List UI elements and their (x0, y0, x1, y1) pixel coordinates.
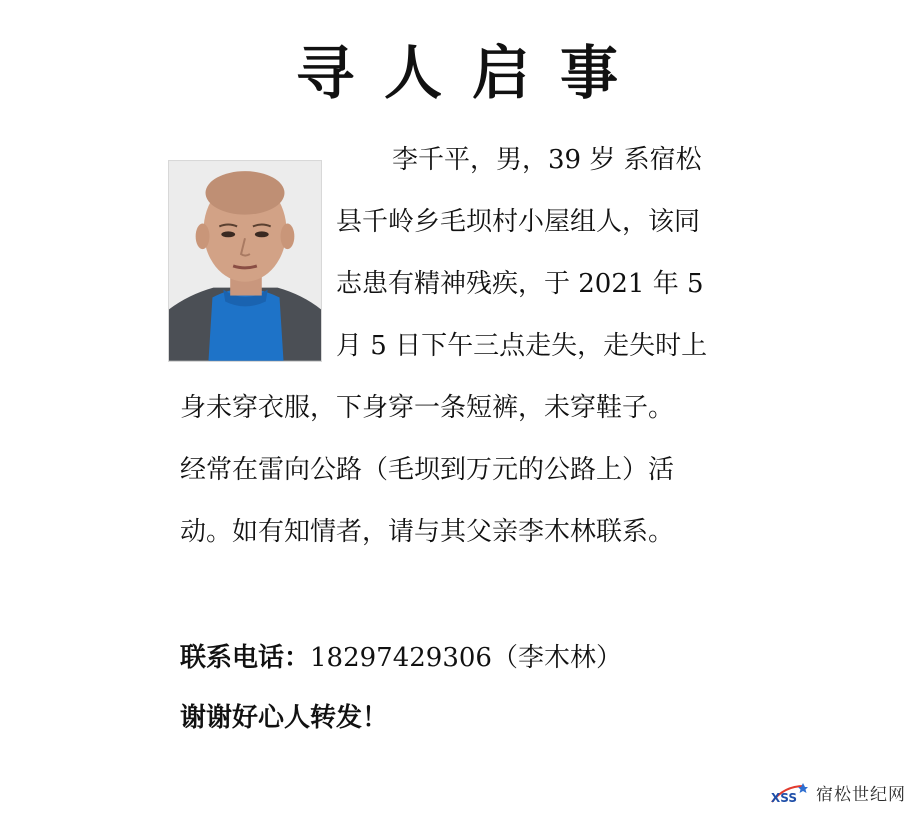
body-line-4: 月 5 日下午三点走失，走失时上 (336, 331, 708, 361)
thanks-text: 谢谢好心人转发！ (180, 703, 389, 733)
site-watermark (770, 780, 906, 805)
body-line-2: 县千岭乡毛坝村小屋组人，该同 (336, 207, 701, 237)
site-logo-text: XSS (771, 790, 797, 804)
body-line-3: 志患有精神残疾，于 2021 年 5 (336, 269, 704, 299)
site-logo-icon (770, 782, 808, 804)
contact-label: 联系电话： (180, 643, 311, 673)
contact-value: 18297429306（李木林） (310, 643, 622, 673)
body-line-5: 身未穿衣服，下身穿一条短裤，未穿鞋子。 (180, 393, 675, 423)
body-line-1: 李千平，男，39 岁 系宿松 (392, 145, 702, 175)
site-name: 宿松世纪网 (816, 785, 906, 805)
contact-phone (180, 640, 622, 676)
notice-title: 寻人启事 (295, 39, 648, 107)
missing-person-photo (168, 160, 322, 362)
body-line-7: 动。如有知情者，请与其父亲李木林联系。 (180, 517, 675, 547)
body-line-6: 经常在雷向公路（毛坝到万元的公路上）活 (180, 455, 675, 485)
